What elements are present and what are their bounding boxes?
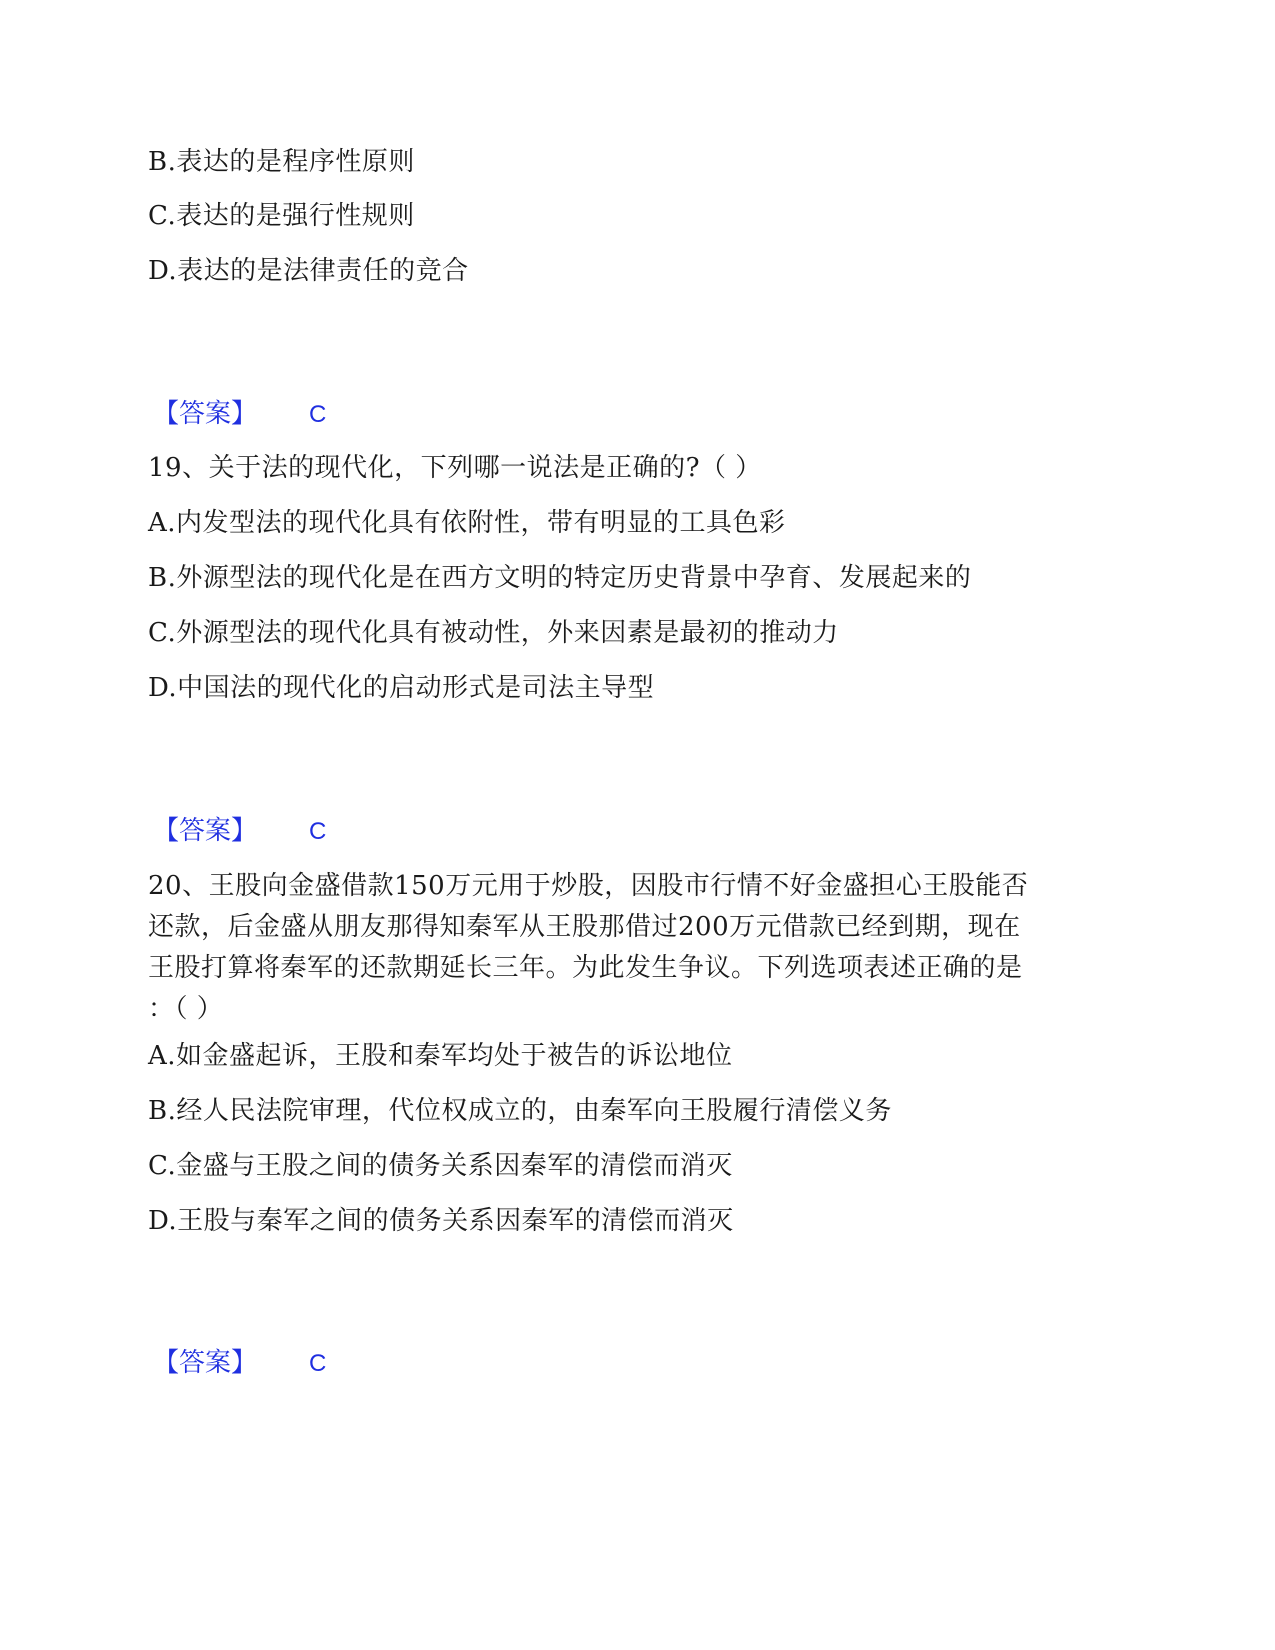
q18-option-d: D.表达的是法律责任的竞合 bbox=[148, 256, 469, 286]
q20-option-c: C.金盛与王股之间的债务关系因秦军的清偿而消灭 bbox=[148, 1151, 733, 1181]
q19-option-a: A.内发型法的现代化具有依附性，带有明显的工具色彩 bbox=[148, 508, 786, 538]
q20-option-b: B.经人民法院审理，代位权成立的，由秦军向王股履行清偿义务 bbox=[148, 1096, 892, 1126]
q18-answer bbox=[153, 398, 326, 431]
answer-label: 【答案】 bbox=[153, 399, 258, 429]
q20-stem-line: 20、王股向金盛借款150万元用于炒股，因股市行情不好金盛担心王股能否 bbox=[148, 871, 1029, 901]
q20-stem-line: 还款，后金盛从朋友那得知秦军从王股那借过200万元借款已经到期，现在 bbox=[148, 912, 1021, 942]
q20-option-d: D.王股与秦军之间的债务关系因秦军的清偿而消灭 bbox=[148, 1206, 734, 1236]
q19-option-d: D.中国法的现代化的启动形式是司法主导型 bbox=[148, 673, 655, 703]
q19-stem: 19、关于法的现代化，下列哪一说法是正确的?（ ） bbox=[148, 453, 762, 483]
q19-option-c: C.外源型法的现代化具有被动性，外来因素是最初的推动力 bbox=[148, 618, 839, 648]
q20-stem bbox=[148, 866, 1108, 1030]
q20-stem-line: ：（ ） bbox=[148, 994, 224, 1024]
q20-stem-line: 王股打算将秦军的还款期延长三年。为此发生争议。下列选项表述正确的是 bbox=[148, 953, 1023, 983]
answer-label: 【答案】 bbox=[153, 1348, 258, 1378]
q18-option-c: C.表达的是强行性规则 bbox=[148, 201, 415, 231]
answer-label: 【答案】 bbox=[153, 816, 258, 846]
q19-option-b: B.外源型法的现代化是在西方文明的特定历史背景中孕育、发展起来的 bbox=[148, 563, 972, 593]
q19-answer bbox=[153, 815, 326, 848]
q20-option-a: A.如金盛起诉，王股和秦军均处于被告的诉讼地位 bbox=[148, 1041, 733, 1071]
answer-value: C bbox=[309, 818, 327, 845]
q18-option-b: B.表达的是程序性原则 bbox=[148, 147, 415, 177]
q20-answer bbox=[153, 1347, 326, 1380]
answer-value: C bbox=[309, 1350, 327, 1377]
answer-value: C bbox=[309, 401, 327, 428]
